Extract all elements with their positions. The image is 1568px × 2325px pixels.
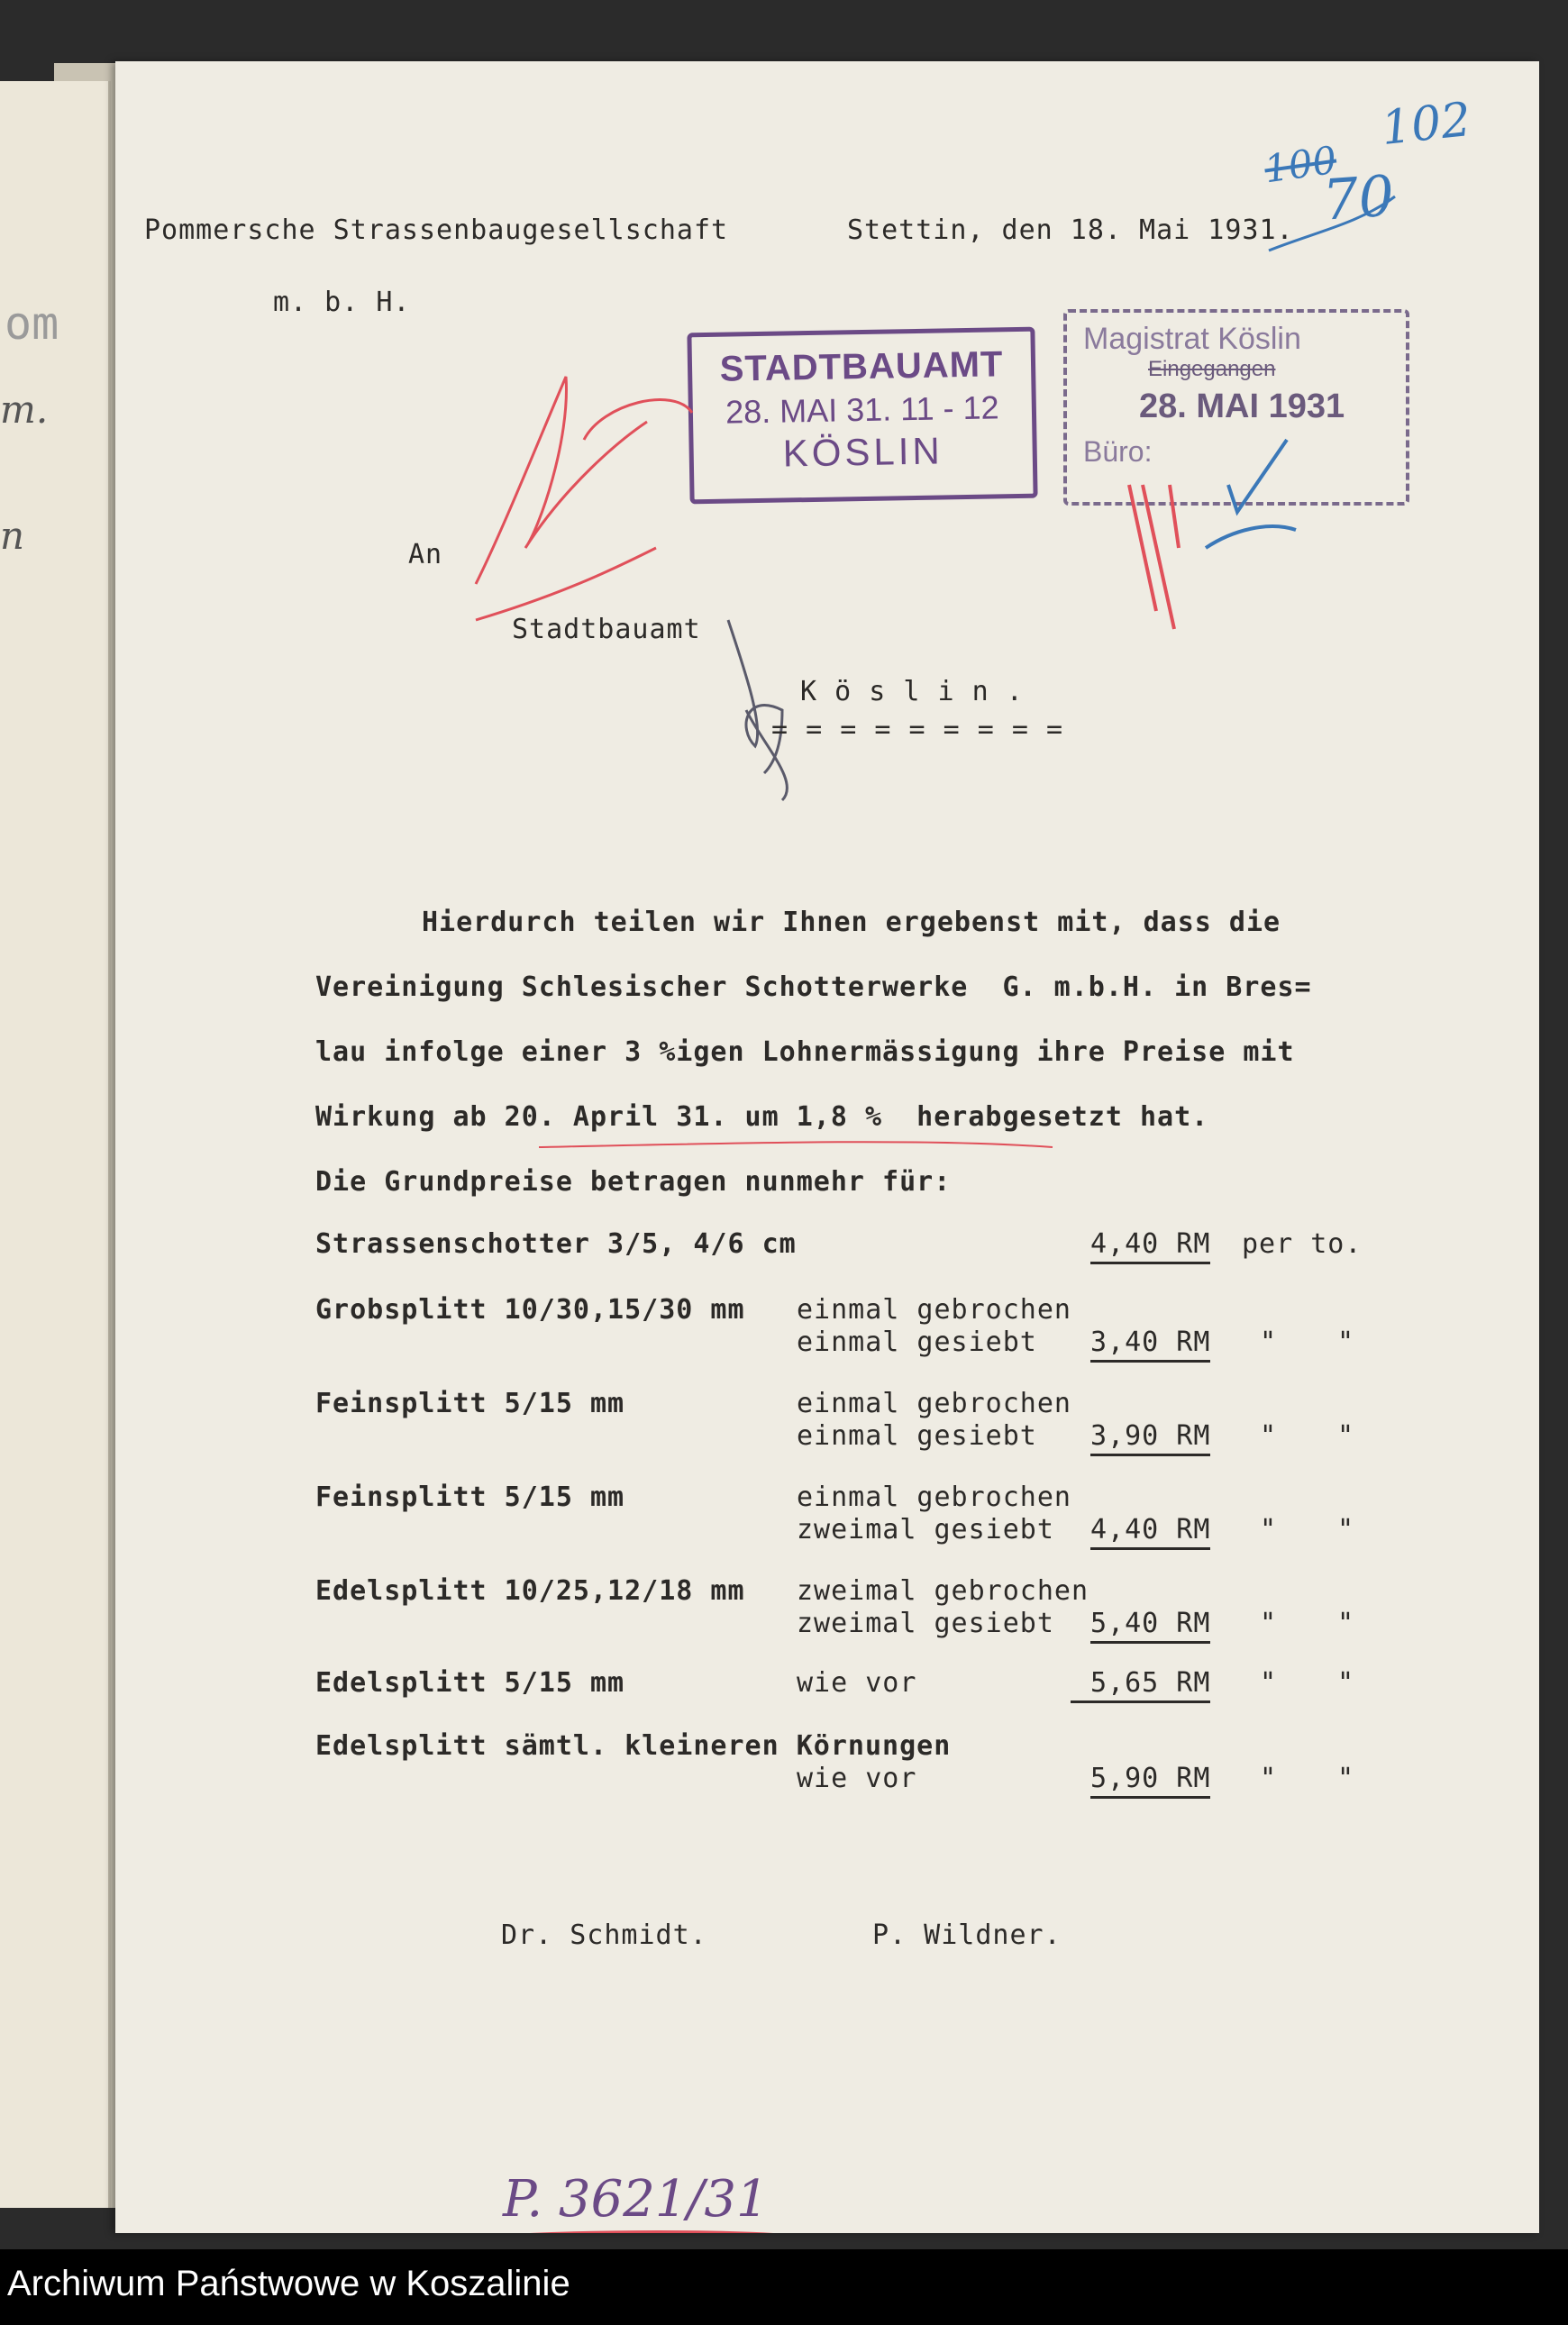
price-row-note: einmal gebrochen <box>797 1294 1071 1326</box>
ditto-mark: " <box>1337 1608 1355 1639</box>
body-line-3: lau infolge einer 3 %igen Lohnermässigung ihre Preise mit <box>315 1036 1295 1068</box>
red-pencil-line <box>476 548 656 620</box>
sender-name: Pommersche Strassenbaugesellschaft <box>144 214 729 246</box>
stamp-date: 28. MAI 31. 11 - 12 <box>725 388 999 431</box>
red-pencil-strokes <box>1129 485 1179 629</box>
previous-page-fragment: om <box>5 297 59 350</box>
price-unit: per to. <box>1242 1228 1363 1260</box>
price-row-product: Grobsplitt 10/30,15/30 mm <box>315 1294 745 1326</box>
previous-page-handwriting: n <box>0 514 25 558</box>
price-row-note: wie vor <box>797 1763 917 1794</box>
ditto-mark: " <box>1260 1514 1278 1545</box>
recipient-underline: = = = = = = = = = <box>771 714 1064 745</box>
ditto-mark: " <box>1337 1327 1355 1358</box>
signature-right: P. Wildner. <box>872 1919 1062 1951</box>
price-row-product: Feinsplitt 5/15 mm <box>315 1388 625 1419</box>
price-value: 5,40 RM <box>1090 1608 1210 1644</box>
price-value: 4,40 RM <box>1090 1228 1210 1264</box>
ditto-mark: " <box>1337 1514 1355 1545</box>
price-row-note: einmal gebrochen <box>797 1482 1071 1513</box>
stamp-date: 28. MAI 1931 <box>1139 388 1345 425</box>
ditto-mark: " <box>1260 1420 1278 1452</box>
stamp-office-label: Büro: <box>1083 435 1153 468</box>
price-row-product: Edelsplitt 10/25,12/18 mm <box>315 1575 745 1607</box>
archive-number-new: 102 <box>1379 92 1474 157</box>
recipient: Stadtbauamt <box>512 614 701 645</box>
ditto-mark: " <box>1260 1327 1278 1358</box>
signature-left: Dr. Schmidt. <box>501 1919 707 1951</box>
ditto-mark: " <box>1337 1763 1355 1794</box>
body-line-4: Wirkung ab 20. April 31. um 1,8 % herabgesetzt hat. <box>315 1101 1209 1133</box>
price-value: 3,90 RM <box>1090 1420 1210 1456</box>
price-row-product: Feinsplitt 5/15 mm <box>315 1482 625 1513</box>
recipient-city: K ö s l i n . <box>800 676 1024 707</box>
red-underline-annotation <box>539 1142 1053 1147</box>
red-pencil-scribble <box>476 377 692 584</box>
price-row-product: Strassenschotter 3/5, 4/6 cm <box>315 1228 797 1260</box>
previous-page-edge <box>0 81 111 2208</box>
price-row-note: zweimal gesiebt <box>797 1514 1054 1545</box>
ditto-mark: " <box>1337 1667 1355 1699</box>
stamp-received-label: Eingegangen <box>1148 357 1276 381</box>
ditto-mark: " <box>1260 1763 1278 1794</box>
archive-caption-bar <box>0 2249 1568 2325</box>
stamp-city: KÖSLIN <box>782 429 944 475</box>
address-prefix: An <box>408 539 443 570</box>
archive-number-extra: 70 <box>1320 162 1397 233</box>
price-value: 5,65 RM <box>1071 1667 1210 1703</box>
archive-reference: P. 3621/31 <box>503 2170 769 2229</box>
archive-caption: Archiwum Państwowe w Koszalinie <box>7 2264 570 2303</box>
red-strike-reference <box>530 2232 773 2233</box>
price-value: 3,40 RM <box>1090 1327 1210 1363</box>
previous-page-handwriting: m. <box>0 388 49 432</box>
blue-pencil-check <box>1206 440 1296 548</box>
price-row-note: wie vor <box>797 1667 917 1699</box>
pencil-markings <box>115 61 1539 2233</box>
price-row-product: Edelsplitt 5/15 mm <box>315 1667 625 1699</box>
price-row-note: einmal gebrochen <box>797 1388 1071 1419</box>
price-value: 4,40 RM <box>1090 1514 1210 1550</box>
price-row-note: zweimal gebrochen <box>797 1575 1089 1607</box>
body-line-5: Die Grundpreise betragen nunmehr für: <box>315 1166 952 1198</box>
sender-legal-form: m. b. H. <box>273 287 411 318</box>
blue-pencil-underline <box>1269 196 1395 251</box>
body-line-2: Vereinigung Schlesischer Schotterwerke G. m.b.H. in Bres= <box>315 971 1312 1003</box>
ditto-mark: " <box>1260 1608 1278 1639</box>
price-row-product: Edelsplitt sämtl. kleineren Körnungen <box>315 1730 952 1762</box>
pencil-paraph <box>728 620 787 800</box>
body-line-1: Hierdurch teilen wir Ihnen ergebenst mit, dass die <box>422 907 1281 938</box>
stamp-authority: Magistrat Köslin <box>1083 322 1301 356</box>
archive-number-old: 100 <box>1261 137 1340 192</box>
price-row-note: zweimal gesiebt <box>797 1608 1054 1639</box>
price-row-note: einmal gesiebt <box>797 1420 1037 1452</box>
stamp-office-name: STADTBAUAMT <box>719 344 1004 389</box>
ditto-mark: " <box>1337 1420 1355 1452</box>
letter-page <box>115 61 1539 2233</box>
price-value: 5,90 RM <box>1090 1763 1210 1799</box>
price-row-note: einmal gesiebt <box>797 1327 1037 1358</box>
place-and-date: Stettin, den 18. Mai 1931. <box>847 214 1294 246</box>
ditto-mark: " <box>1260 1667 1278 1699</box>
